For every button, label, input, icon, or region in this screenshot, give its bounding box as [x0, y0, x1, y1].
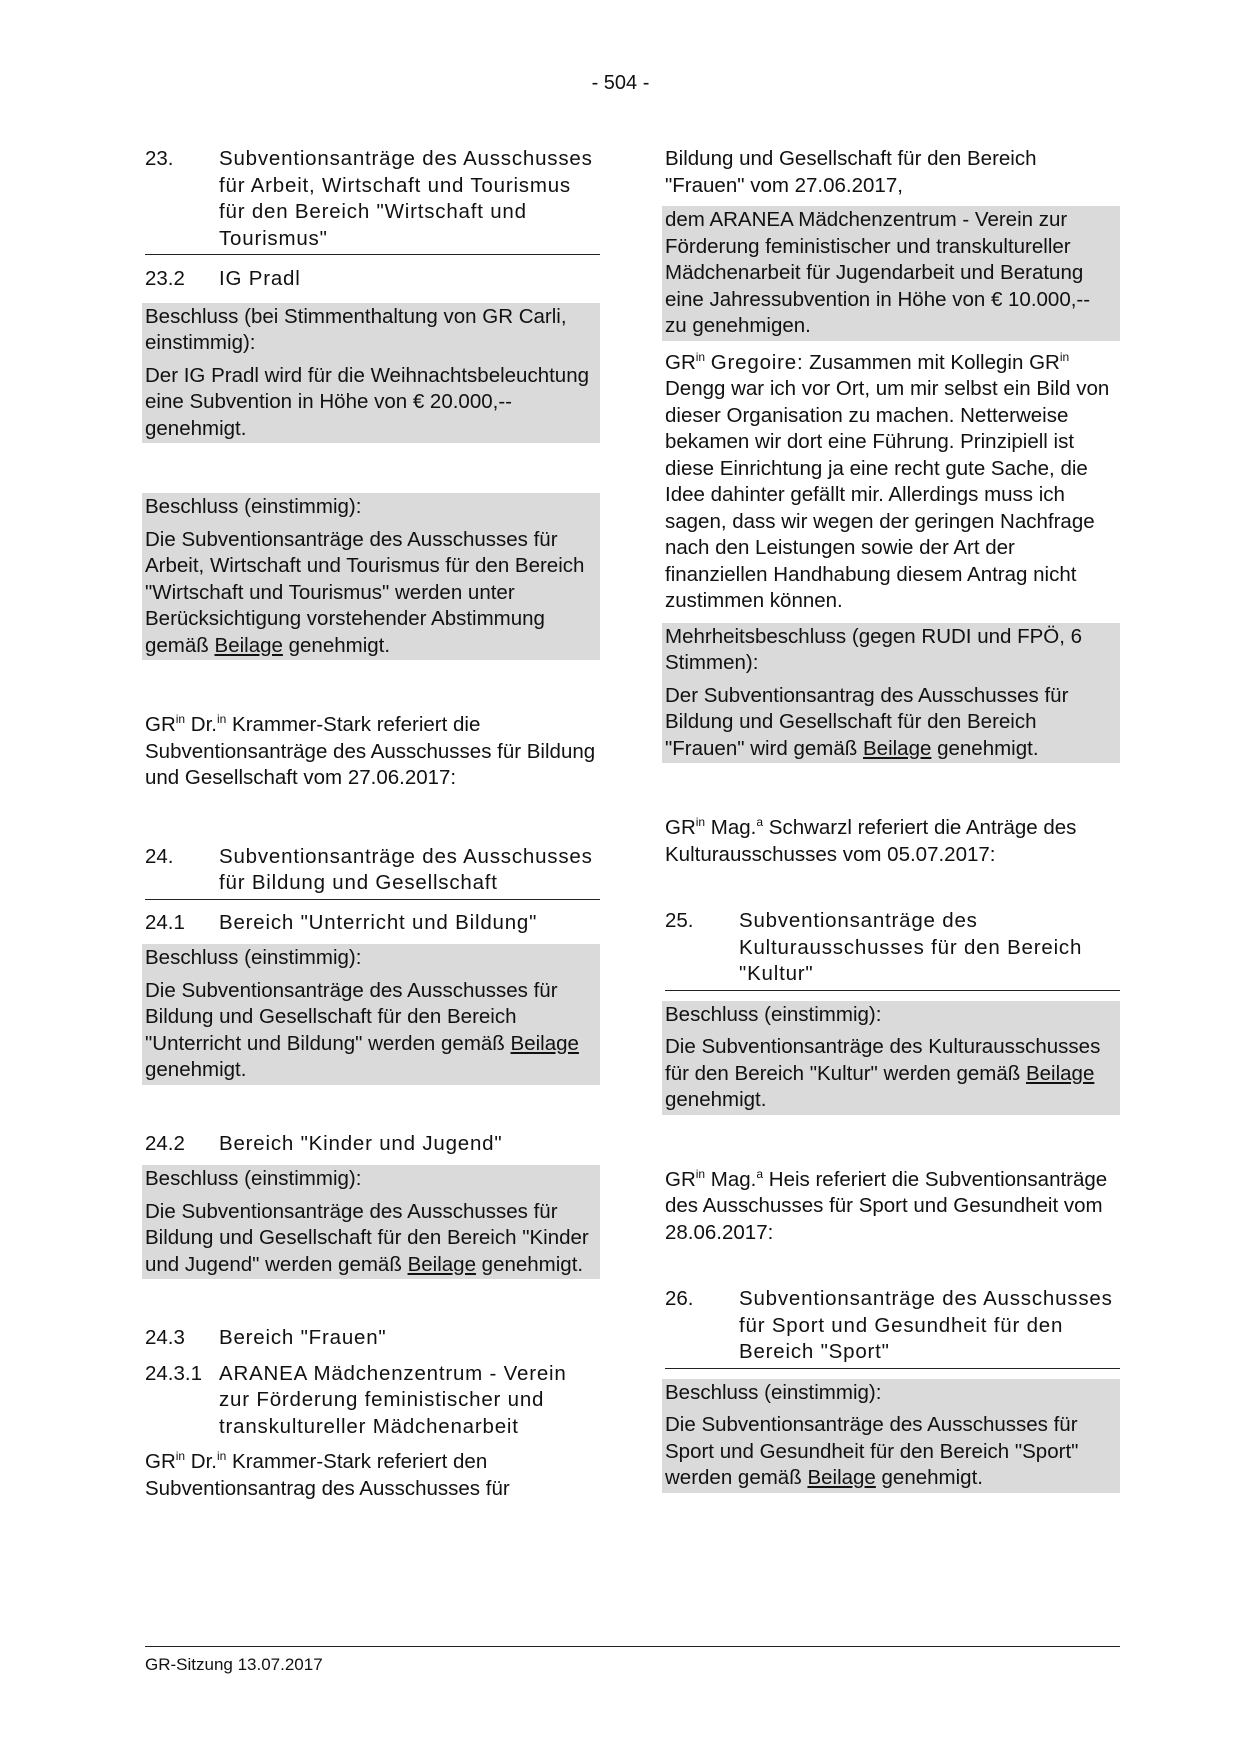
- resolution-box: [662, 623, 1120, 764]
- section-number: 23.2: [145, 267, 185, 290]
- report-paragraph: $GR^{in}$ Dr.$^{in}$ Krammer-Stark referiert die Subventionsanträge des Ausschusses für Bildung und Gesellschaft vom 27.06.2017:: [145, 712, 596, 789]
- resolution-text: dem ARANEA Mädchenzentrum - Verein zur Förderung feministischer und transkultureller Mädchenarbeit für Jugendarbeit und Beratung eine Jahressubvention in Höhe von € 10.000,-- zu genehmigen.: [665, 208, 1091, 337]
- beilage-link[interactable]: Beilage: [407, 1252, 476, 1276]
- section-26-heading: [665, 1286, 1120, 1369]
- beilage-link[interactable]: Beilage: [863, 736, 932, 760]
- section-title: Subventionsanträge des Kulturausschusses für den Bereich "Kultur": [739, 909, 1083, 985]
- section-number: 26.: [665, 1287, 694, 1310]
- section-number: 24.3: [145, 1326, 185, 1349]
- section-number: 23.: [145, 147, 174, 170]
- resolution-text: Die Subventionsanträge des Ausschusses für Arbeit, Wirtschaft und Tourismus für den Bereich "Wirtschaft und Tourismus" werden unter Berücksichtigung vorstehender Abstimmung gemäß Beilage genehmigt.: [145, 527, 585, 657]
- section-title: ARANEA Mädchenzentrum - Verein zur Förderung feministischer und transkultureller Mädchenarbeit: [219, 1361, 567, 1438]
- resolution-box: [142, 944, 600, 1085]
- resolution-heading: Beschluss (einstimmig):: [145, 1167, 362, 1190]
- beilage-link[interactable]: Beilage: [214, 633, 283, 657]
- section-number: 24.: [145, 844, 174, 868]
- section-24-1-heading: [145, 910, 600, 937]
- report-paragraph: $GR^{in}$ Dr.$^{in}$ Krammer-Stark referiert den Subventionsantrag des Ausschusses für: [145, 1449, 510, 1500]
- resolution-box: [142, 1165, 600, 1279]
- resolution-text: Der IG Pradl wird für die Weihnachtsbeleuchtung eine Subvention in Höhe von € 20.000,-- genehmigt.: [145, 363, 590, 440]
- resolution-box: [142, 303, 600, 444]
- beilage-link[interactable]: Beilage: [510, 1031, 579, 1055]
- section-title: Subventionsanträge des Ausschusses für Arbeit, Wirtschaft und Tourismus für den Bereich "Wirtschaft und Tourismus": [219, 147, 593, 250]
- resolution-heading: Beschluss (einstimmig):: [665, 1002, 882, 1026]
- resolution-box: [662, 1001, 1120, 1115]
- continued-paragraph: Bildung und Gesellschaft für den Bereich "Frauen" vom 27.06.2017,: [665, 147, 1037, 197]
- resolution-text: Die Subventionsanträge des Kulturausschusses für den Bereich "Kultur" werden gemäß Beilage genehmigt.: [665, 1035, 1101, 1111]
- resolution-heading: Beschluss (einstimmig):: [665, 1380, 882, 1404]
- resolution-box: [662, 1379, 1120, 1493]
- section-23-heading: [145, 146, 600, 255]
- section-number: 24.2: [145, 1131, 185, 1155]
- resolution-heading: Mehrheitsbeschluss (gegen RUDI und FPÖ, 6 Stimmen):: [665, 624, 1083, 674]
- section-number: 24.3.1: [145, 1361, 202, 1385]
- resolution-box: [662, 206, 1120, 341]
- resolution-text: Die Subventionsanträge des Ausschusses für Sport und Gesundheit für den Bereich "Sport" werden gemäß Beilage genehmigt.: [665, 1413, 1079, 1489]
- resolution-heading: Beschluss (einstimmig):: [145, 946, 362, 969]
- left-column: [145, 146, 600, 1502]
- section-24-3-heading: [145, 1325, 600, 1352]
- section-title: IG Pradl: [219, 267, 301, 290]
- section-title: Bereich "Frauen": [219, 1326, 387, 1349]
- section-title: Bereich "Unterricht und Bildung": [219, 910, 538, 934]
- section-25-heading: [665, 908, 1120, 991]
- right-column: [665, 146, 1120, 1493]
- section-23-2-heading: [145, 266, 600, 293]
- resolution-box: [142, 493, 600, 660]
- resolution-heading: Beschluss (einstimmig):: [145, 495, 362, 518]
- speech-paragraph: $GR^{in}$ Gregoire: Zusammen mit Kollegin $GR^{in}$ Dengg war ich vor Ort, um mir selbst ein Bild von dieser Organisation zu machen. Netterweise bekamen wir dort eine Führung. Prinzipiell ist diese Einrichtung ja eine recht gute Sache, die Idee dahinter gefällt mir. Allerdings muss ich sagen, dass wir wegen der geringen Nachfrage nach den Leistungen sowie der Art der finanziellen Handhabung diesem Antrag nicht zustimmen können.: [665, 349, 1110, 612]
- section-title: Subventionsanträge des Ausschusses für Bildung und Gesellschaft: [219, 844, 593, 894]
- section-number: 24.1: [145, 910, 185, 934]
- section-number: 25.: [665, 909, 694, 932]
- section-24-2-heading: [145, 1131, 600, 1158]
- resolution-heading: Beschluss (bei Stimmenthaltung von GR Carli, einstimmig):: [145, 304, 567, 354]
- section-title: Bereich "Kinder und Jugend": [219, 1131, 503, 1155]
- report-paragraph: $GR^{in}$ Mag.$^a$ Heis referiert die Subventionsanträge des Ausschusses für Sport und Gesundheit vom 28.06.2017:: [665, 1166, 1108, 1244]
- section-title: Subventionsanträge des Ausschusses für Sport und Gesundheit für den Bereich "Sport": [739, 1287, 1113, 1363]
- resolution-text: Die Subventionsanträge des Ausschusses für Bildung und Gesellschaft für den Bereich "Kinder und Jugend" werden gemäß Beilage genehmigt.: [145, 1199, 589, 1276]
- beilage-link[interactable]: Beilage: [807, 1466, 876, 1489]
- section-24-heading: [145, 844, 600, 900]
- page-footer: GR-Sitzung 13.07.2017: [145, 1646, 1120, 1675]
- section-24-3-1-heading: [145, 1361, 600, 1441]
- resolution-text: Der Subventionsantrag des Ausschusses für Bildung und Gesellschaft für den Bereich "Frauen" wird gemäß Beilage genehmigt.: [665, 683, 1069, 760]
- page-number: - 504 -: [591, 72, 650, 94]
- resolution-text: Die Subventionsanträge des Ausschusses für Bildung und Gesellschaft für den Bereich "Unterricht und Bildung" werden gemäß Beilage genehmigt.: [145, 978, 579, 1081]
- beilage-link[interactable]: Beilage: [1025, 1061, 1095, 1085]
- report-paragraph: $GR^{in}$ Mag.$^a$ Schwarzl referiert die Anträge des Kulturausschusses vom 05.07.2017:: [665, 815, 1077, 866]
